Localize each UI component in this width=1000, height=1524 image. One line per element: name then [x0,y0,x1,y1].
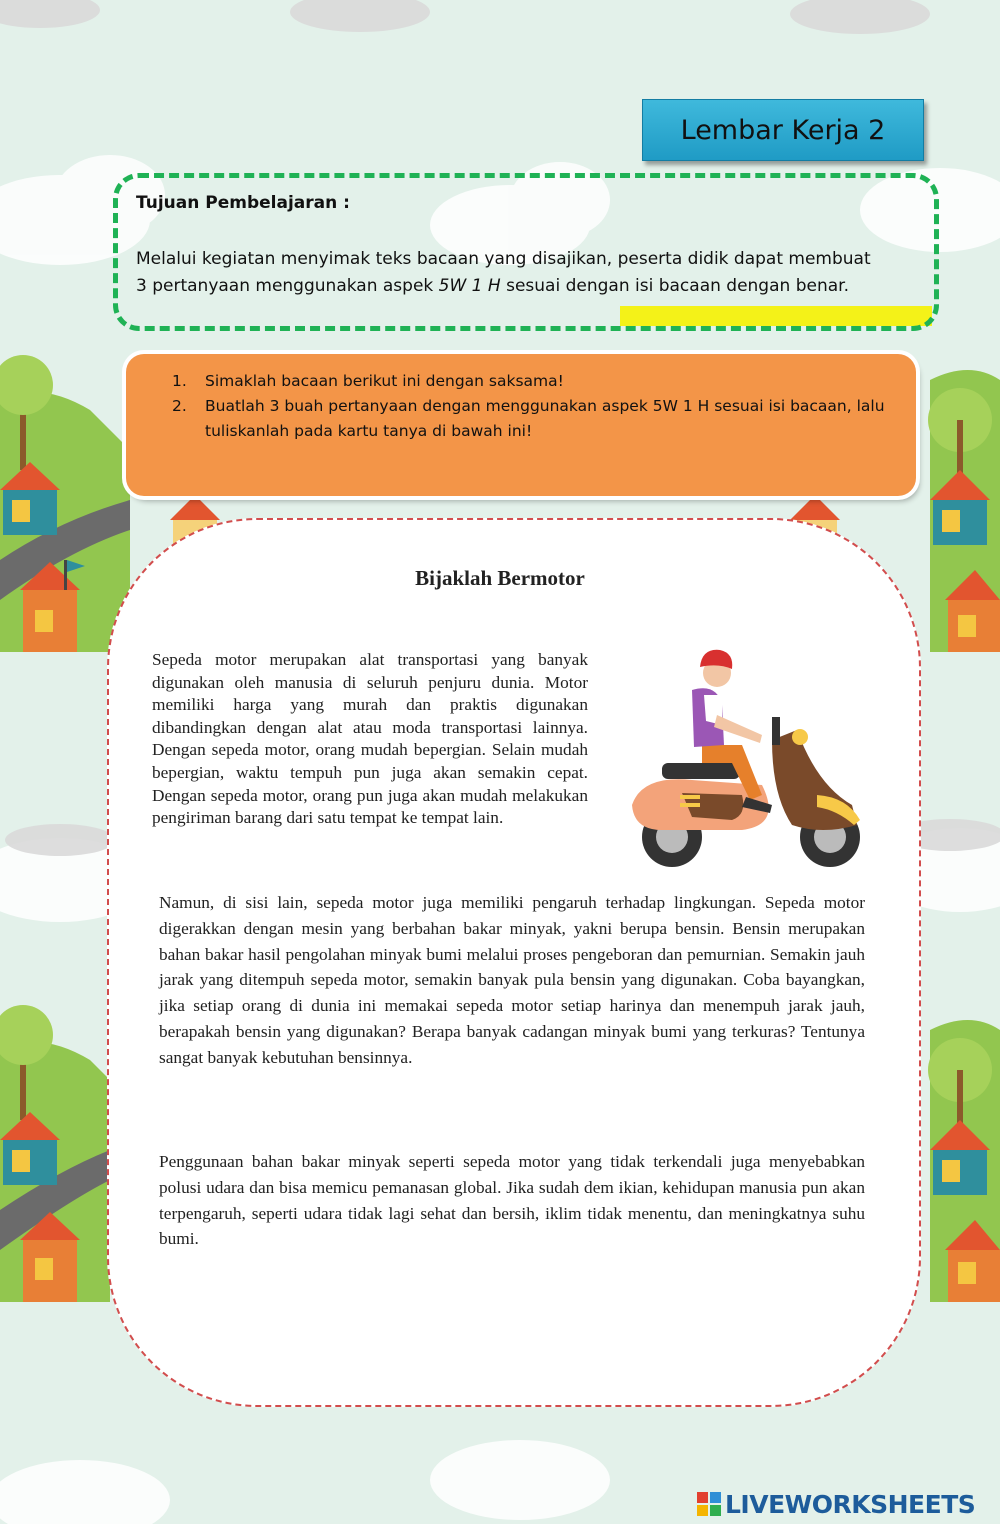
brand-name: LIVEWORKSHEETS [725,1489,976,1519]
objective-line-1: Melalui kegiatan menyimak teks bacaan yang disajikan, peserta didik dapat membuat [136,249,871,269]
scooter-rider-illustration [622,645,867,870]
reading-paragraph-2: Namun, di sisi lain, sepeda motor juga memiliki pengaruh terhadap lingkungan. Sepeda motor digerakkan dengan mesin yang berbahan bakar minyak, yakni berupa bensin. Bensin merupakan bahan bakar hasil pengolahan minyak bumi melalui proses pengeboran dan pemurnian. Semakin jauh jarak yang ditempuh sepeda motor, semakin banyak pula bensin yang digunakan. Coba bayangkan, jika setiap orang di dunia ini memakai sepeda motor setiap harinya dan menempuh jarak jauh, berapakah bensin yang digunakan? Berapa banyak cadangan minyak bumi yang terkuras? Tentunya sangat banyak kebutuhan bensinnya. [159,893,865,1067]
instructions-list [172,369,892,444]
village-scene-top [0,355,130,652]
instruction-number: 2. [172,397,187,415]
reading-title: Bijaklah Bermotor [415,566,585,590]
objective-line-2-emphasis: 5W 1 H [438,276,501,296]
objective-text [136,246,916,300]
objective-heading: Tujuan Pembelajaran : [136,193,350,213]
instruction-number: 1. [172,372,187,390]
instruction-item [172,369,892,394]
liveworksheets-brand[interactable] [697,1489,975,1519]
worksheet-title: Lembar Kerja 2 [680,114,886,146]
instruction-text: Buatlah 3 buah pertanyaan dengan menggunakan aspek 5W 1 H sesuai isi bacaan, lalu tuliskanlah pada kartu tanya di bawah ini! [205,397,885,440]
village-scene-bottom [0,1005,110,1302]
instruction-item [172,394,892,444]
worksheet-title-badge [642,99,924,161]
village-scene-bottom-right [928,1020,1000,1302]
objective-line-2-pre: 3 pertanyaan menggunakan aspek [136,276,439,296]
reading-paragraph-3: Penggunaan bahan bakar minyak seperti sepeda motor yang tidak terkendali juga menyebabkan polusi udara dan bisa memicu pemanasan global. Jika sudah dem ikian, kehidupan manusia pun akan terpengaruh, seperti udara tidak lagi sehat dan bersih, iklim tidak menentu, dan meningkatnya suhu bumi. [159,1152,865,1249]
village-scene-top-right [928,370,1000,652]
instruction-text: Simaklah bacaan berikut ini dengan saksama! [205,372,564,390]
liveworksheets-logo-icon [697,1492,721,1516]
reading-paragraph-1: Sepeda motor merupakan alat transportasi yang banyak digunakan oleh manusia di seluruh penjuru dunia. Motor memiliki harga yang murah dan praktis digunakan dibandingkan dengan alat atau moda transportasi lainnya. Dengan sepeda motor, orang mudah bepergian. Selain mudah bepergian, waktu tempuh pun juga akan semakin cepat. Dengan sepeda motor, orang pun juga akan mudah melakukan pengiriman barang dari satu tempat ke tempat lain. [152,650,588,828]
objective-line-2-post: sesuai dengan isi bacaan dengan benar. [500,276,849,296]
